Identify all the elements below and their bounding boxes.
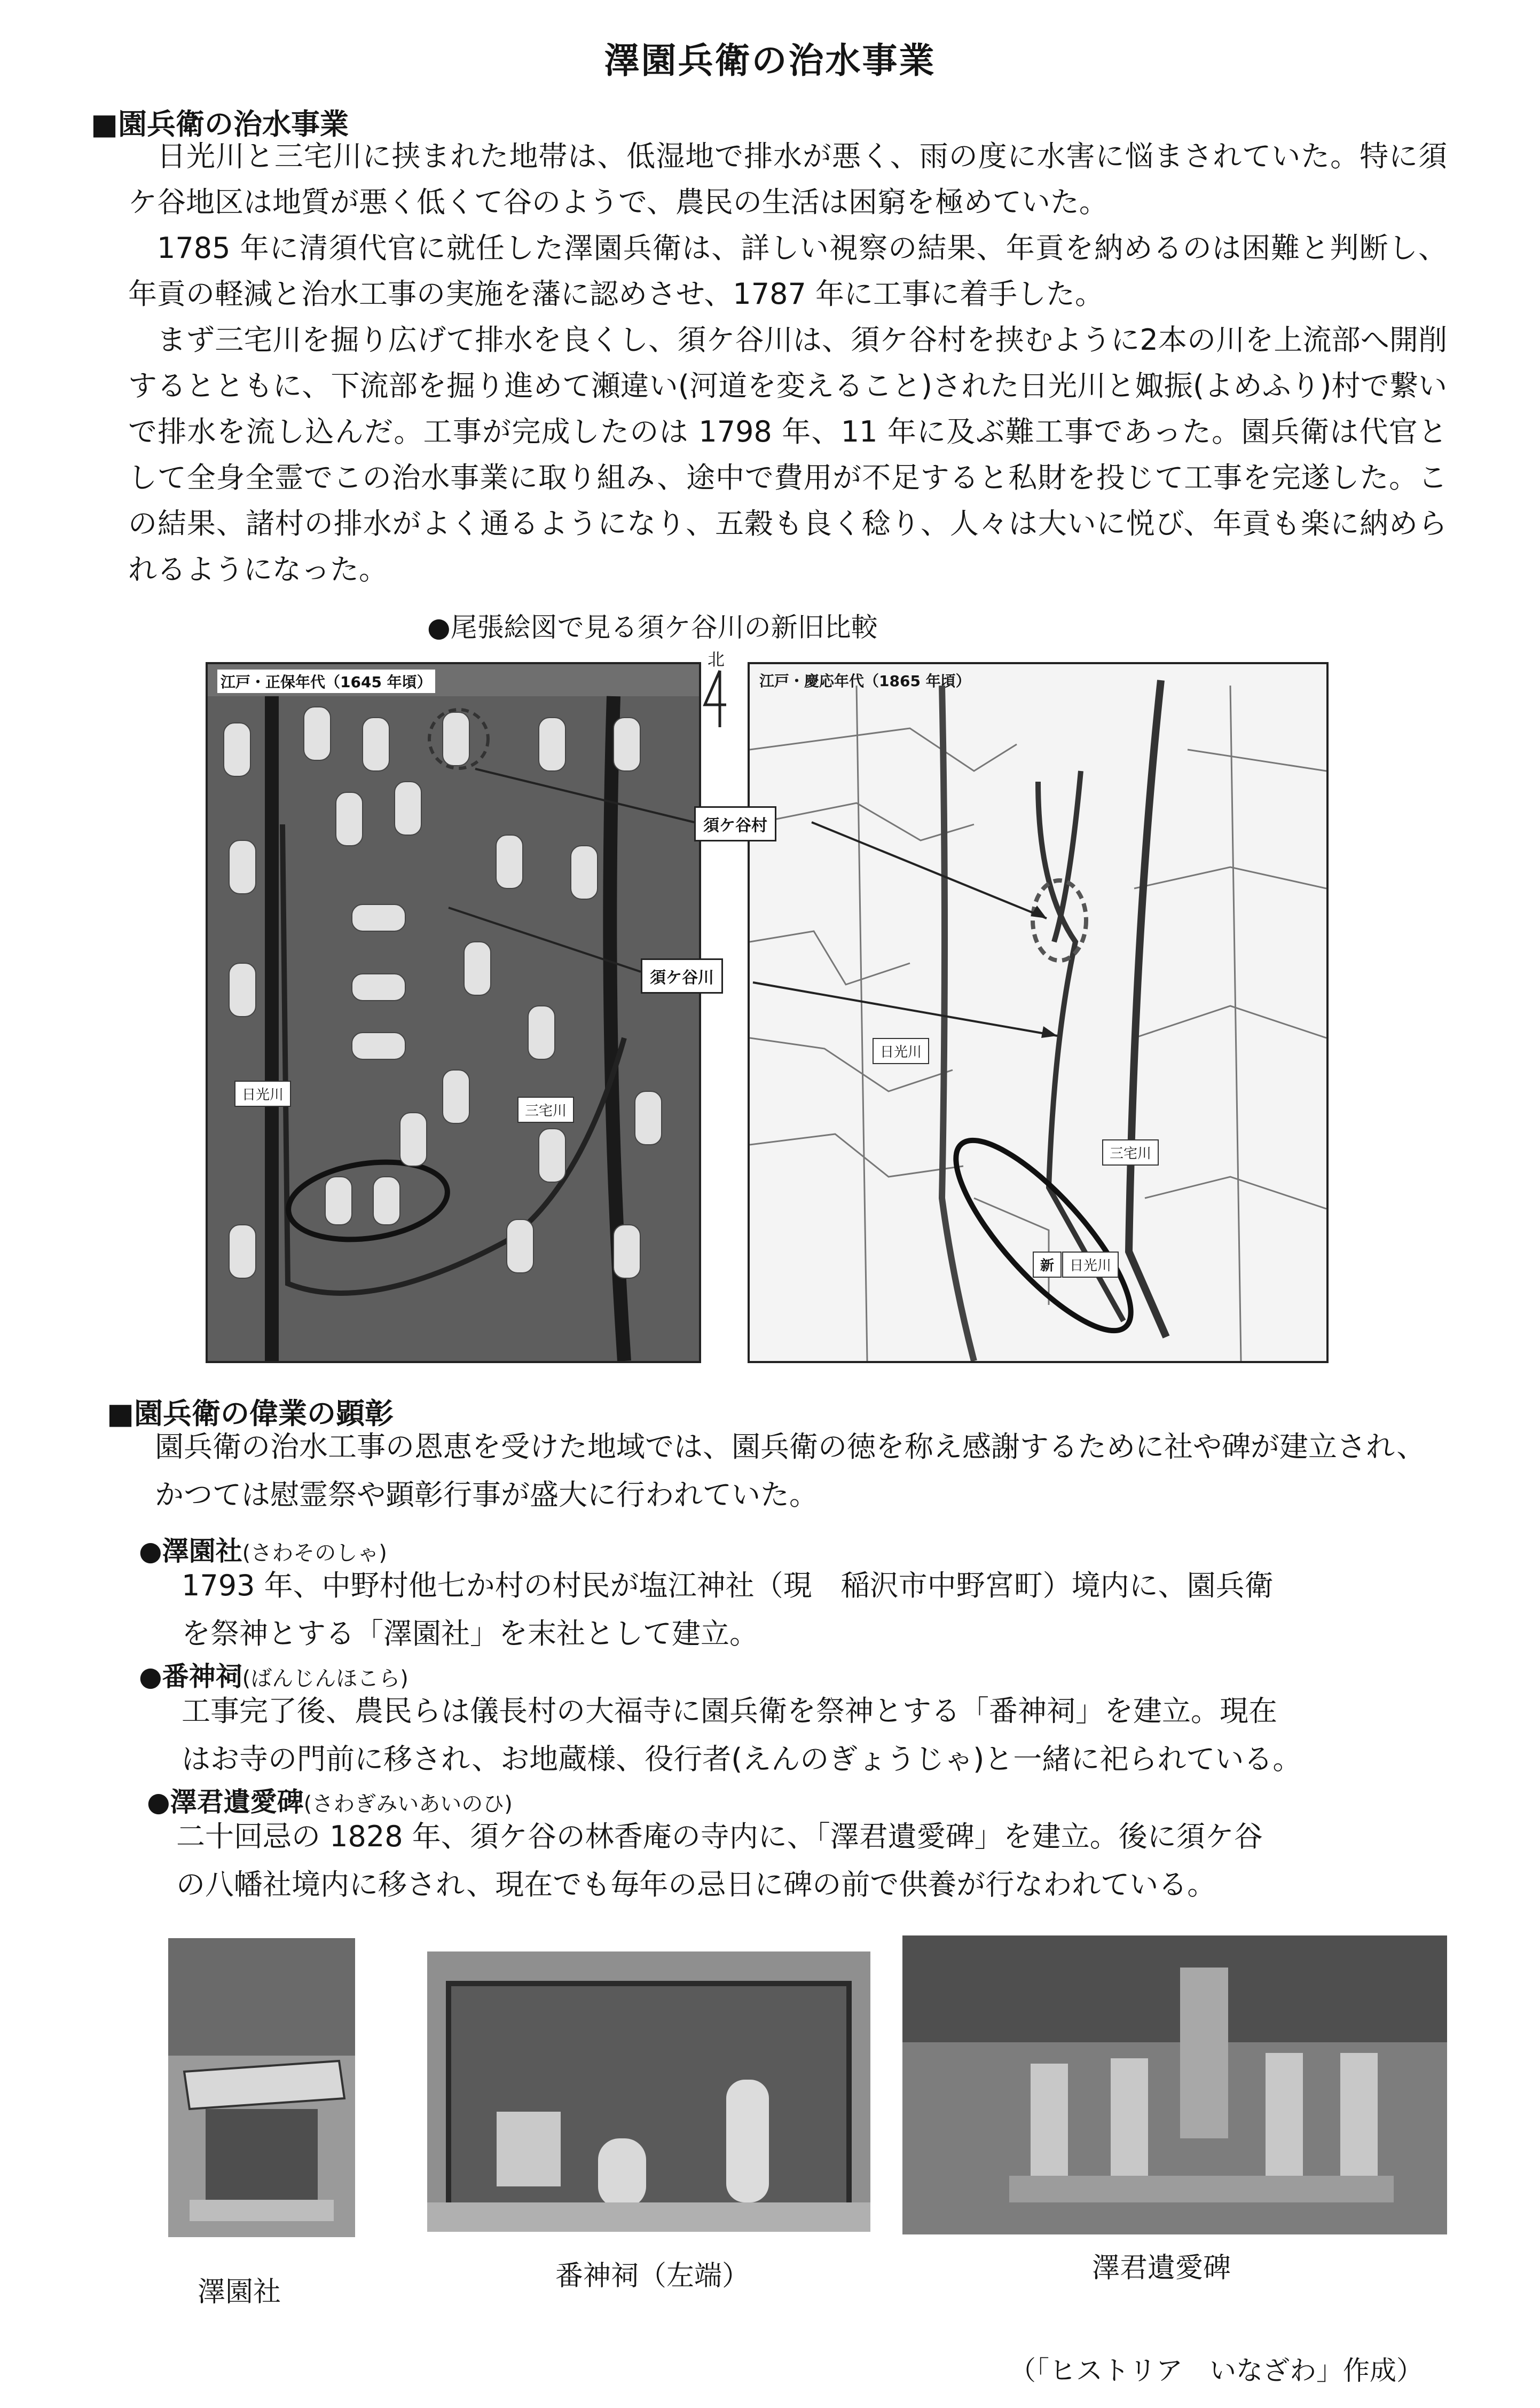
map-tag-new: 新 [1033,1252,1062,1278]
map-tag-nikko-river: 日光川 [873,1038,929,1064]
photo-banjin-hokora [427,1951,870,2232]
honors-intro: 園兵衛の治水工事の恩恵を受けた地域では、園兵衛の徳を称え感謝するために社や碑が建立され、かつては慰霊祭や顕彰行事が盛大に行われていた。 [155,1430,1426,1512]
paragraph: まず三宅川を掘り広げて排水を良くし、須ケ谷川は、須ケ谷村を挟むように2本の川を上流部へ開削するとともに、下流部を掘り進めて瀬違い(河道を変えること)された日光川と娵振(よめふり)村で繋いで排水を流し込んだ。工事が完成したのは 1798 年、11 年に及ぶ難工事であった。園兵衛は代官として全身全霊でこの治水事業に取り組み、途中で費用が不足すると私財を投じて工事を完遂した。この結果、諸村の排水がよく通るようになり、五穀も良く稔り、人々は大いに悦び、年貢も楽に納められるようになった。 [128,323,1447,586]
map-tag-nikko-river-new: 日光川 [1062,1252,1119,1278]
map-tag-nikko-river: 日光川 [234,1081,291,1107]
shrine-photo-graphic [168,1938,355,2237]
item-title-sawazono-sha: ●澤園社(さわそのしゃ) [139,1536,387,1567]
photo-caption-sawagimi-iai-no-hi: 澤君遺愛碑 [1092,2252,1231,2284]
map-tag-miyake-river: 三宅川 [1102,1139,1159,1166]
photo-caption-sawazono-sha: 澤園社 [198,2276,281,2308]
map-tag-miyake-river: 三宅川 [517,1097,574,1123]
item-text-banjin-hokora: 工事完了後、農民らは儀長村の大福寺に園兵衛を祭神とする「番神祠」を建立。現在 はお寺の門前に移され、お地蔵様、役行者(えんのぎょうじゃ)と一緒に祀られている。 [182,1694,1302,1776]
photo-sawazono-sha [168,1938,355,2237]
callout-sukegaya-river: 須ケ谷川 [641,958,723,994]
monument-photo-graphic [902,1935,1447,2234]
paragraph: 1785 年に清須代官に就任した澤園兵衛は、詳しい視察の結果、年貢を納めるのは困難と判断し、年貢の軽減と治水工事の実施を藩に認めさせ、1787 年に工事に着手した。 [128,231,1447,311]
map-caption: ●尾張絵図で見る須ケ谷川の新旧比較 [427,612,878,643]
section-heading-flood-control: ■園兵衛の治水事業 [91,107,349,141]
old-map-title: 江戸・正保年代（1645 年頃） [217,670,435,693]
section-heading-honors: ■園兵衛の偉業の顕彰 [107,1397,394,1430]
north-label: 北 [708,649,725,670]
item-title-banjin-hokora: ●番神祠(ばんじんほこら) [139,1661,408,1692]
hokora-photo-graphic [427,1951,870,2232]
new-map-title: 江戸・慶応年代（1865 年頃） [759,672,971,690]
photo-caption-banjin-hokora: 番神祠（左端） [555,2260,750,2292]
page-title: 澤園兵衛の治水事業 [604,40,936,81]
item-text-sawagimi-iai-no-hi: 二十回忌の 1828 年、須ケ谷の林香庵の寺内に、「澤君遺愛碑」を建立。後に須ケ谷 の八幡社境内に移され、現在でも毎年の忌日に碑の前で供養が行なわれている。 [176,1820,1263,1901]
photo-sawagimi-iai-no-hi [902,1935,1447,2234]
paragraph: 日光川と三宅川に挟まれた地帯は、低湿地で排水が悪く、雨の度に水害に悩まされていた。特に須ケ谷地区は地質が悪く低くて谷のようで、農民の生活は困窮を極めていた。 [128,139,1447,219]
callout-sukegaya-village: 須ケ谷村 [694,806,776,841]
item-title-sawagimi-iai-no-hi: ●澤君遺愛碑(さわぎみいあいのひ) [147,1787,513,1817]
credit-line: （「ヒストリア いなざわ」作成） [1009,2355,1423,2386]
item-text-sawazono-sha: 1793 年、中野村他七か村の村民が塩江神社（現 稲沢市中野宮町）境内に、園兵衛 を祭神とする「澤園社」を末社として建立。 [182,1569,1274,1650]
